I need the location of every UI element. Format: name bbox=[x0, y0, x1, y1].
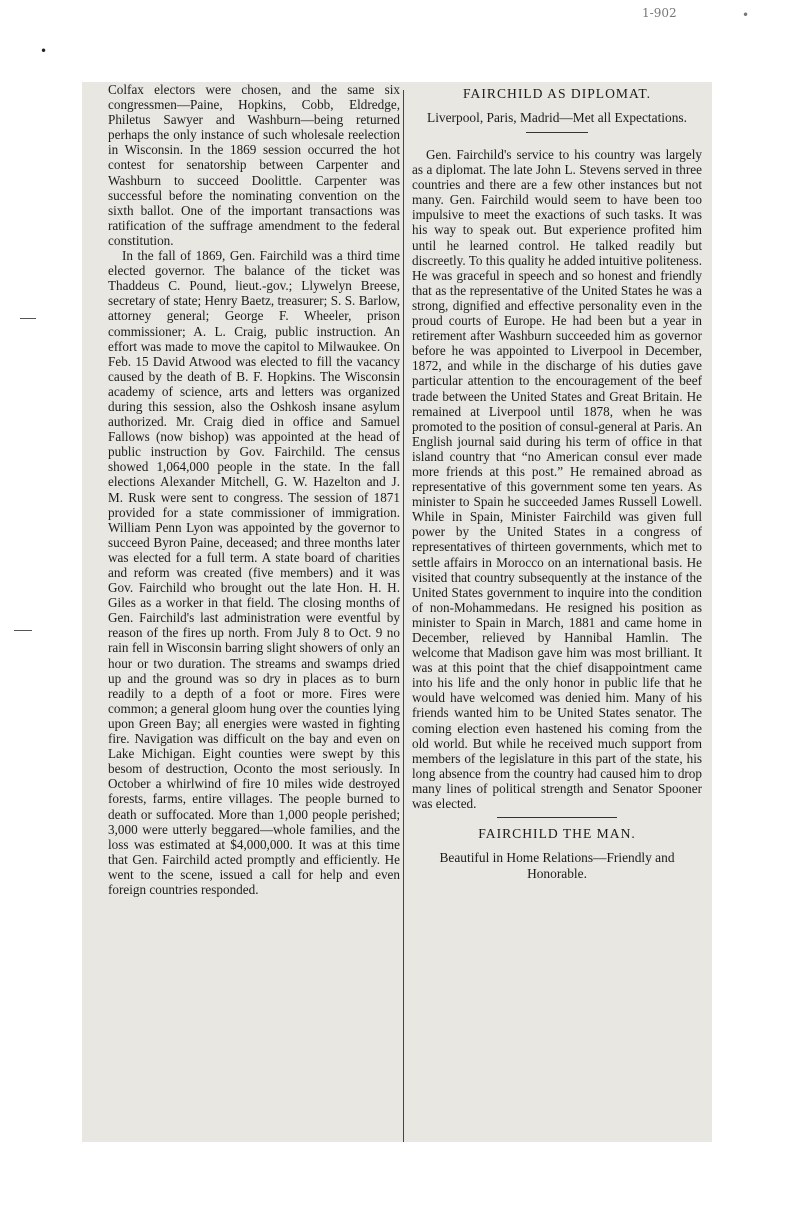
corner-mark: • bbox=[742, 8, 750, 22]
newspaper-clipping bbox=[82, 82, 712, 1142]
edge-dash-2 bbox=[14, 630, 32, 631]
column-divider bbox=[403, 90, 404, 1142]
edge-dot: • bbox=[40, 44, 48, 58]
left-paragraph-1: Colfax electors were chosen, and the same six congressmen—Paine, Hopkins, Cobb, Eldredge, Philetus Sawyer and Washburn—being returned perhaps the only instance of such wholesale reelection in Wisconsin. In the 1869 session occurred the hot contest for senatorship between Carpenter and Washburn to succeed Doolittle. Carpenter was successful before the nominating convention on the sixth ballot. One of the important transactions was ratification of the suffrage amendment to the federal constitution. bbox=[108, 82, 400, 248]
edge-dash-1 bbox=[20, 318, 36, 319]
margin-note: 1-902 bbox=[642, 6, 677, 20]
diplomat-paragraph: Gen. Fairchild's service to his country was largely as a diplomat. The late John L. Stevens served in three countries and there are a few other instances but not many. Gen. Fairchild would seem to have been too impulsive to meet the exactions of such tasks. It was his way to speak out. But experience profited him until he learned control. He talked readily but discreetly. To this quality he added intuitive politeness. He was graceful in speech and so honest and friendly that as the representative of the United States he was a strong, dignified and effective personality even in the proud courts of Europe. He had been but a year in retirement after Washburn succeeded him as governor before he was appointed to Liverpool in December, 1872, and while in the discharge of his duties gave particular attention to the encouragement of the beef trade between the United States and Great Britain. He remained at Liverpool until 1878, when he was promoted to the position of consul-general at Paris. An English journal said during his term of office in that island country that “no American consul ever made more friends at this post.” He remained abroad as representative of this government some ten years. As minister to Spain he succeeded James Russell Lowell. While in Spain, Minister Fairchild was given full power by the United States in a congress of representatives of thirteen governments, which met to settle affairs in Morocco on an international basis. He visited that country subsequently at the instance of the United States government to inquire into the condition of non-Mohammedans. He resigned his position as minister to Spain in March, 1881 and came home in December, relieved by Hannibal Hamlin. The welcome that Madison gave him was most brilliant. It was at this point that the chief disappointment came into his life and the only honor in public life that he would have welcomed was denied him. Many of his friends wanted him to be United States senator. The coming election even hastened his coming from the old world. But while he received much support from members of the legislature in this part of the state, his long absence from the country had caused him to drop many lines of political strength and Senator Spooner was elected. bbox=[412, 147, 702, 812]
right-column bbox=[412, 82, 702, 888]
section-rule-2 bbox=[497, 817, 617, 818]
section-rule-1 bbox=[526, 132, 588, 133]
subhead-man: Beautiful in Home Relations—Friendly and Honorable. bbox=[439, 850, 675, 882]
left-paragraph-2: In the fall of 1869, Gen. Fairchild was a third time elected governor. The balance of the ticket was Thaddeus C. Pound, lieut.-gov.; Llywelyn Breese, secretary of state; Henry Baetz, treasurer; S. S. Barlow, attorney general; George F. Wheeler, prison commissioner; A. L. Craig, public instruction. An effort was made to move the capitol to Milwaukee. On Feb. 15 David Atwood was elected to fill the vacancy caused by the death of B. F. Hopkins. The Wisconsin academy of science, arts and letters was organized during this session, also the Oshkosh insane asylum authorized. Mr. Craig died in office and Samuel Fallows (now bishop) was appointed at the head of public instruction by Gov. Fairchild. The census showed 1,064,000 people in the state. In the fall elections Alexander Mitchell, G. W. Hazelton and J. M. Rusk were sent to congress. The session of 1871 provided for a state commissioner of immigration. William Penn Lyon was appointed by the governor to succeed Byron Paine, deceased; and three months later was elected for a full term. A state board of charities and reform was created (five members) and it was Gov. Fairchild who brought out the late Hon. H. H. Giles as a worker in that field. The closing months of Gen. Fairchild's last administration were eventful by reason of the fires up north. From July 8 to Oct. 9 no rain fell in Wisconsin barring slight showers of only an hour or two duration. The streams and swamps dried up and the ground was so dry in places as to burn readily to a depth of a foot or more. Fires were common; a general gloom hung over the counties lying upon Green Bay; all energies were wasted in fighting fire. Navigation was difficult on the bay and even on Lake Michigan. Eight counties were swept by this besom of destruction, Oconto the most seriously. In October a whirlwind of fire 10 miles wide destroyed forests, farms, entire villages. The people burned to death or suffocated. More than 1,000 people perished; 3,000 were utterly beggared—whole families, and the loss was estimated at $4,000,000. It was at this time that Gen. Fairchild acted promptly and efficiently. He went to the scene, issued a call for help and even foreign countries responded. bbox=[108, 248, 400, 897]
headline-man: FAIRCHILD THE MAN. bbox=[478, 826, 636, 842]
left-column bbox=[108, 82, 400, 897]
subhead-diplomat: Liverpool, Paris, Madrid—Met all Expectations. bbox=[427, 110, 687, 125]
left-column-text bbox=[108, 82, 400, 897]
headline-diplomat: FAIRCHILD AS DIPLOMAT. bbox=[462, 86, 652, 101]
diplomat-text bbox=[412, 147, 702, 811]
